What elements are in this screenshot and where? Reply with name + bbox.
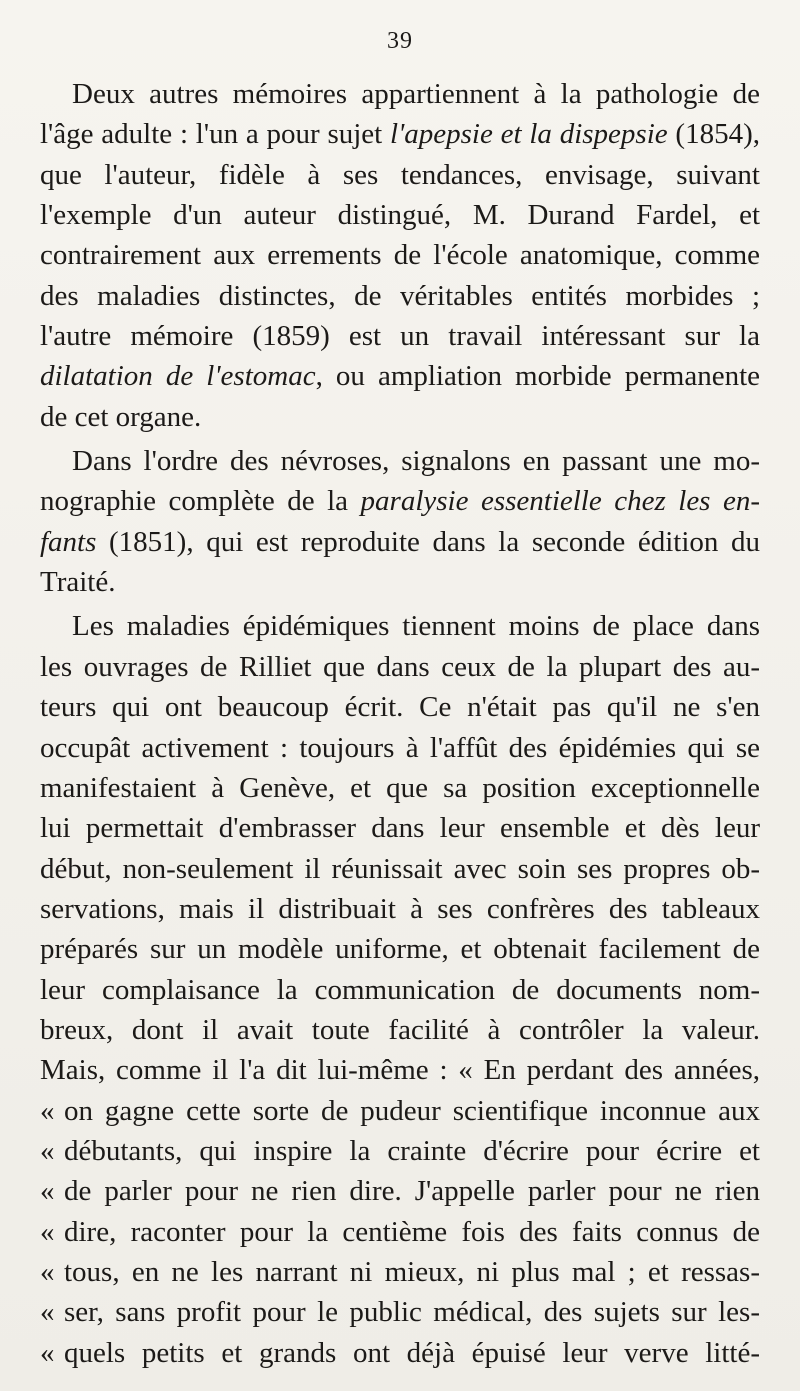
line-text: (1851), qui est reproduite dans la seconde édition du [96,525,760,558]
text-line: Les maladies épidémiques tiennent moins de place dans [72,610,760,643]
text-line: les ouvrages de Rilliet que dans ceux de la plupart des au- [40,650,760,683]
text-line: de cet organe. [40,400,202,433]
text-line: que l'auteur, fidèle à ses tendances, envisage, suivant [40,158,760,191]
body-text [40,74,760,1373]
text-line: leur complaisance la communication de documents nom- [40,973,760,1006]
text-line: servations, mais il distribuait à ses confrères des tableaux [40,892,760,925]
text-line: occupât activement : toujours à l'affût des épidémies qui se [40,731,760,764]
text-line: Deux autres mémoires appartiennent à la pathologie de [72,78,760,110]
text-line [40,1252,760,1292]
line-text: débutants, qui inspire la crainte d'écrire pour écrire et [64,1134,760,1167]
text-line [40,1333,760,1373]
text-line: breux, dont il avait toute facilité à contrôler la valeur. [40,1013,760,1046]
quote-mark: « [40,1336,55,1369]
text-line [40,356,760,396]
quote-mark: « [40,1094,55,1127]
text-line: l'autre mémoire (1859) est un travail intéressant sur la [40,320,760,353]
line-text: (1854), [667,118,760,151]
text-line: Traité. [40,566,116,599]
text-line [40,1091,760,1131]
text-line [40,1212,760,1252]
italic-title: dilatation de l'estomac [40,360,316,393]
text-line [40,1171,760,1211]
quote-mark: « [40,1255,55,1288]
italic-title: fants [40,525,97,558]
text-line [40,114,760,154]
text-line [40,522,760,562]
quote-mark: « [40,1134,55,1167]
text-line: lui permettait d'embrasser dans leur ensemble et dès leur [40,812,760,845]
text-line [40,1131,760,1171]
text-line: des maladies distinctes, de véritables entités morbides ; [40,279,760,312]
line-text: ser, sans profit pour le public médical, des sujets sur les- [64,1296,760,1329]
line-text: nographie complète de la [40,485,361,518]
line-text: on gagne cette sorte de pudeur scientifique inconnue aux [64,1094,760,1127]
italic-title: l'apepsie et la dispepsie [390,118,668,151]
line-text: quels petits et grands ont déjà épuisé leur verve litté- [64,1336,760,1369]
line-text: tous, en ne les narrant ni mieux, ni plus mal ; et ressas- [64,1255,760,1288]
line-text: , ou ampliation morbide permanente [315,360,760,393]
page-number: 39 [387,28,413,54]
text-line: teurs qui ont beaucoup écrit. Ce n'était pas qu'il ne s'en [40,691,760,724]
text-line: manifestaient à Genève, et que sa position exceptionnelle [40,771,760,804]
quote-mark: « [40,1215,55,1248]
text-line [40,481,760,521]
text-line: contrairement aux errements de l'école anatomique, comme [40,239,760,272]
line-text: dire, raconter pour la centième fois des faits connus de [64,1215,760,1248]
italic-title: paralysie essentielle chez les en- [360,485,760,518]
quote-mark: « [40,1296,55,1329]
text-line: l'exemple d'un auteur distingué, M. Durand Fardel, et [40,199,760,232]
line-text: l'âge adulte : l'un a pour sujet [40,118,391,151]
text-line: Mais, comme il l'a dit lui-même : « En perdant des années, [40,1054,760,1087]
text-line: Dans l'ordre des névroses, signalons en passant une mo- [72,445,760,478]
text-line [40,1292,760,1332]
quote-mark: « [40,1175,55,1208]
line-text: de parler pour ne rien dire. J'appelle parler pour ne rien [64,1175,760,1208]
text-line: début, non-seulement il réunissait avec soin ses propres ob- [40,852,760,885]
text-line: préparés sur un modèle uniforme, et obtenait facilement de [40,933,760,966]
